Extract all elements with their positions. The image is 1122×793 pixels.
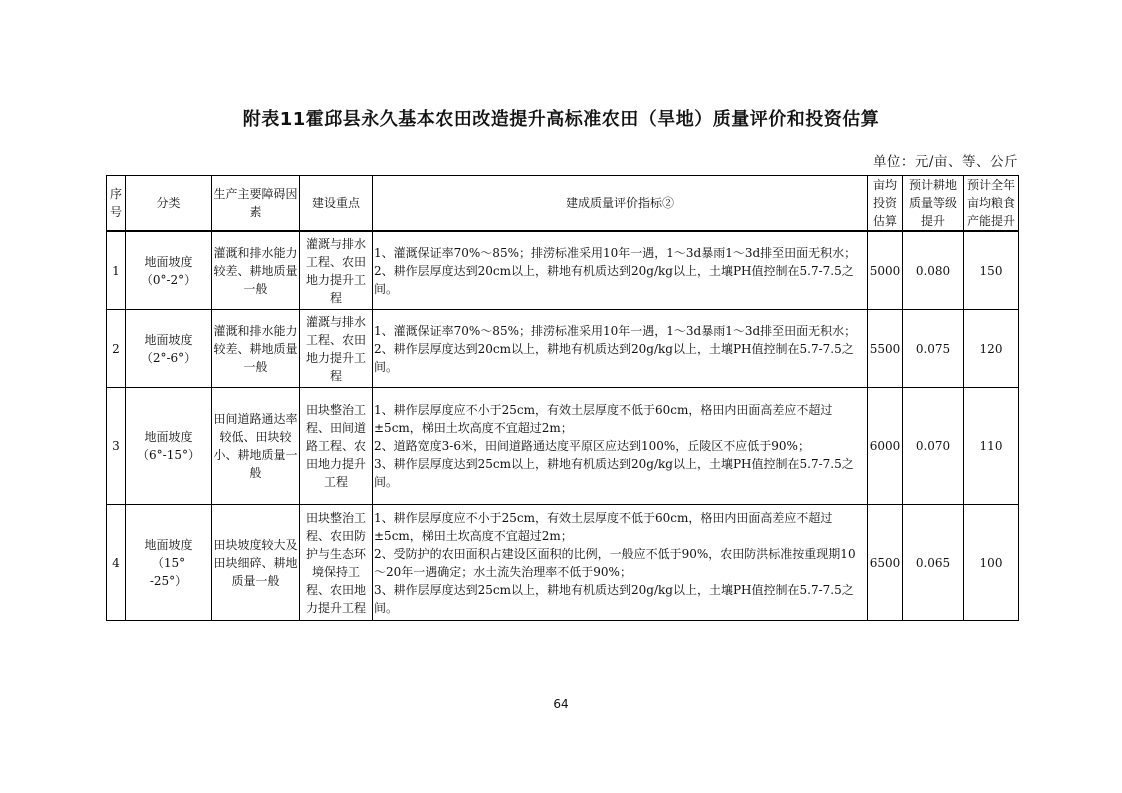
unit-label: 单位：元/亩、等、公斤 (872, 154, 1018, 170)
category-name: 地面坡度 (144, 254, 193, 269)
row-indicators (373, 505, 868, 621)
row-category (126, 505, 212, 621)
row-grade: 0.080 (903, 231, 964, 310)
category-name: 地面坡度 (144, 332, 193, 347)
row-index: 3 (107, 388, 126, 505)
category-range-cont: -25°） (149, 573, 188, 588)
header-category: 分类 (126, 176, 212, 232)
indicator-item: 3、耕作层厚度达到25cm以上，耕地有机质达到20g/kg以上，土壤PH值控制在5.7-7.5之间。 (374, 582, 854, 615)
row-grade: 0.065 (903, 505, 964, 621)
table-row (107, 310, 1019, 388)
category-name: 地面坡度 (144, 537, 193, 552)
category-range: （0°-2°） (140, 272, 197, 287)
row-investment: 5500 (868, 310, 903, 388)
category-range: （15° (151, 555, 186, 570)
row-focus: 灌溉与排水工程、农田地力提升工程 (300, 310, 373, 388)
indicator-item: 1、灌溉保证率70%～85%；排涝标准采用10年一遇，1～3d暴雨1～3d排至田面无积水； (374, 323, 857, 338)
header-grade: 预计耕地质量等级提升 (903, 176, 964, 232)
table-row (107, 505, 1019, 621)
row-focus: 田块整治工程、农田防护与生态环境保持工程、农田地力提升工程 (300, 505, 373, 621)
indicator-item: 2、道路宽度3-6米，田间道路通达度平原区应达到100%，丘陵区不应低于90%； (374, 439, 810, 453)
row-obstacles: 田块坡度较大及田块细碎、耕地质量一般 (212, 505, 300, 621)
header-index: 序号 (107, 176, 126, 232)
row-grade: 0.070 (903, 388, 964, 505)
row-investment: 5000 (868, 231, 903, 310)
header-yield: 预计全年亩均粮食产能提升 (964, 176, 1019, 232)
row-obstacles: 灌溉和排水能力较差、耕地质量一般 (212, 231, 300, 310)
row-index: 2 (107, 310, 126, 388)
row-yield: 100 (964, 505, 1019, 621)
row-index: 4 (107, 505, 126, 621)
table-header-row (107, 176, 1019, 232)
indicator-item: 2、耕作层厚度达到20cm以上，耕地有机质达到20g/kg以上，土壤PH值控制在5.7-7.5之间。 (374, 341, 854, 374)
row-grade: 0.075 (903, 310, 964, 388)
row-yield: 110 (964, 388, 1019, 505)
document-title: 附表11霍邱县永久基本农田改造提升高标准农田（旱地）质量评价和投资估算 (242, 109, 880, 130)
row-yield: 150 (964, 231, 1019, 310)
header-focus: 建设重点 (300, 176, 373, 232)
row-category (126, 231, 212, 310)
row-indicators (373, 231, 868, 310)
row-focus: 田块整治工程、田间道路工程、农田地力提升工程 (300, 388, 373, 505)
evaluation-table (106, 175, 1019, 621)
category-name: 地面坡度 (144, 430, 193, 444)
indicator-item: 1、耕作层厚度应不小于25cm，有效土层厚度不低于60cm，格田内田面高差应不超过±5cm，梯田土坎高度不宜超过2m； (374, 403, 833, 435)
table-row (107, 388, 1019, 505)
table-row (107, 231, 1019, 310)
header-investment: 亩均投资估算 (868, 176, 903, 232)
indicator-item: 2、受防护的农田面积占建设区面积的比例，一般应不低于90%，农田防洪标准按重现期10～20年一遇确定；水土流失治理率不低于90%； (374, 546, 856, 579)
row-focus: 灌溉与排水工程、农田地力提升工程 (300, 231, 373, 310)
row-obstacles: 田间道路通达率较低、田块较小、耕地质量一般 (212, 388, 300, 505)
row-investment: 6000 (868, 388, 903, 505)
indicator-item: 2、耕作层厚度达到20cm以上，耕地有机质达到20g/kg以上，土壤PH值控制在5.7-7.5之间。 (374, 263, 854, 296)
row-yield: 120 (964, 310, 1019, 388)
indicator-item: 1、耕作层厚度应不小于25cm，有效土层厚度不低于60cm，格田内田面高差应不超过±5cm，梯田土坎高度不宜超过2m； (374, 510, 833, 543)
indicator-item: 1、灌溉保证率70%～85%；排涝标准采用10年一遇，1～3d暴雨1～3d排至田面无积水； (374, 245, 857, 260)
page-number: 64 (553, 697, 569, 711)
header-indicators: 建成质量评价指标② (373, 176, 868, 232)
row-indicators (373, 310, 868, 388)
row-index: 1 (107, 231, 126, 310)
category-range: （2°-6°） (140, 350, 197, 365)
indicator-item: 3、耕作层厚度达到25cm以上，耕地有机质达到20g/kg以上，土壤PH值控制在5.7-7.5之间。 (374, 457, 854, 489)
category-range: （6°-15°） (137, 448, 200, 462)
row-obstacles: 灌溉和排水能力较差、耕地质量一般 (212, 310, 300, 388)
row-category (126, 310, 212, 388)
header-obstacles: 生产主要障碍因素 (212, 176, 300, 232)
row-indicators (373, 388, 868, 505)
row-category (126, 388, 212, 505)
row-investment: 6500 (868, 505, 903, 621)
